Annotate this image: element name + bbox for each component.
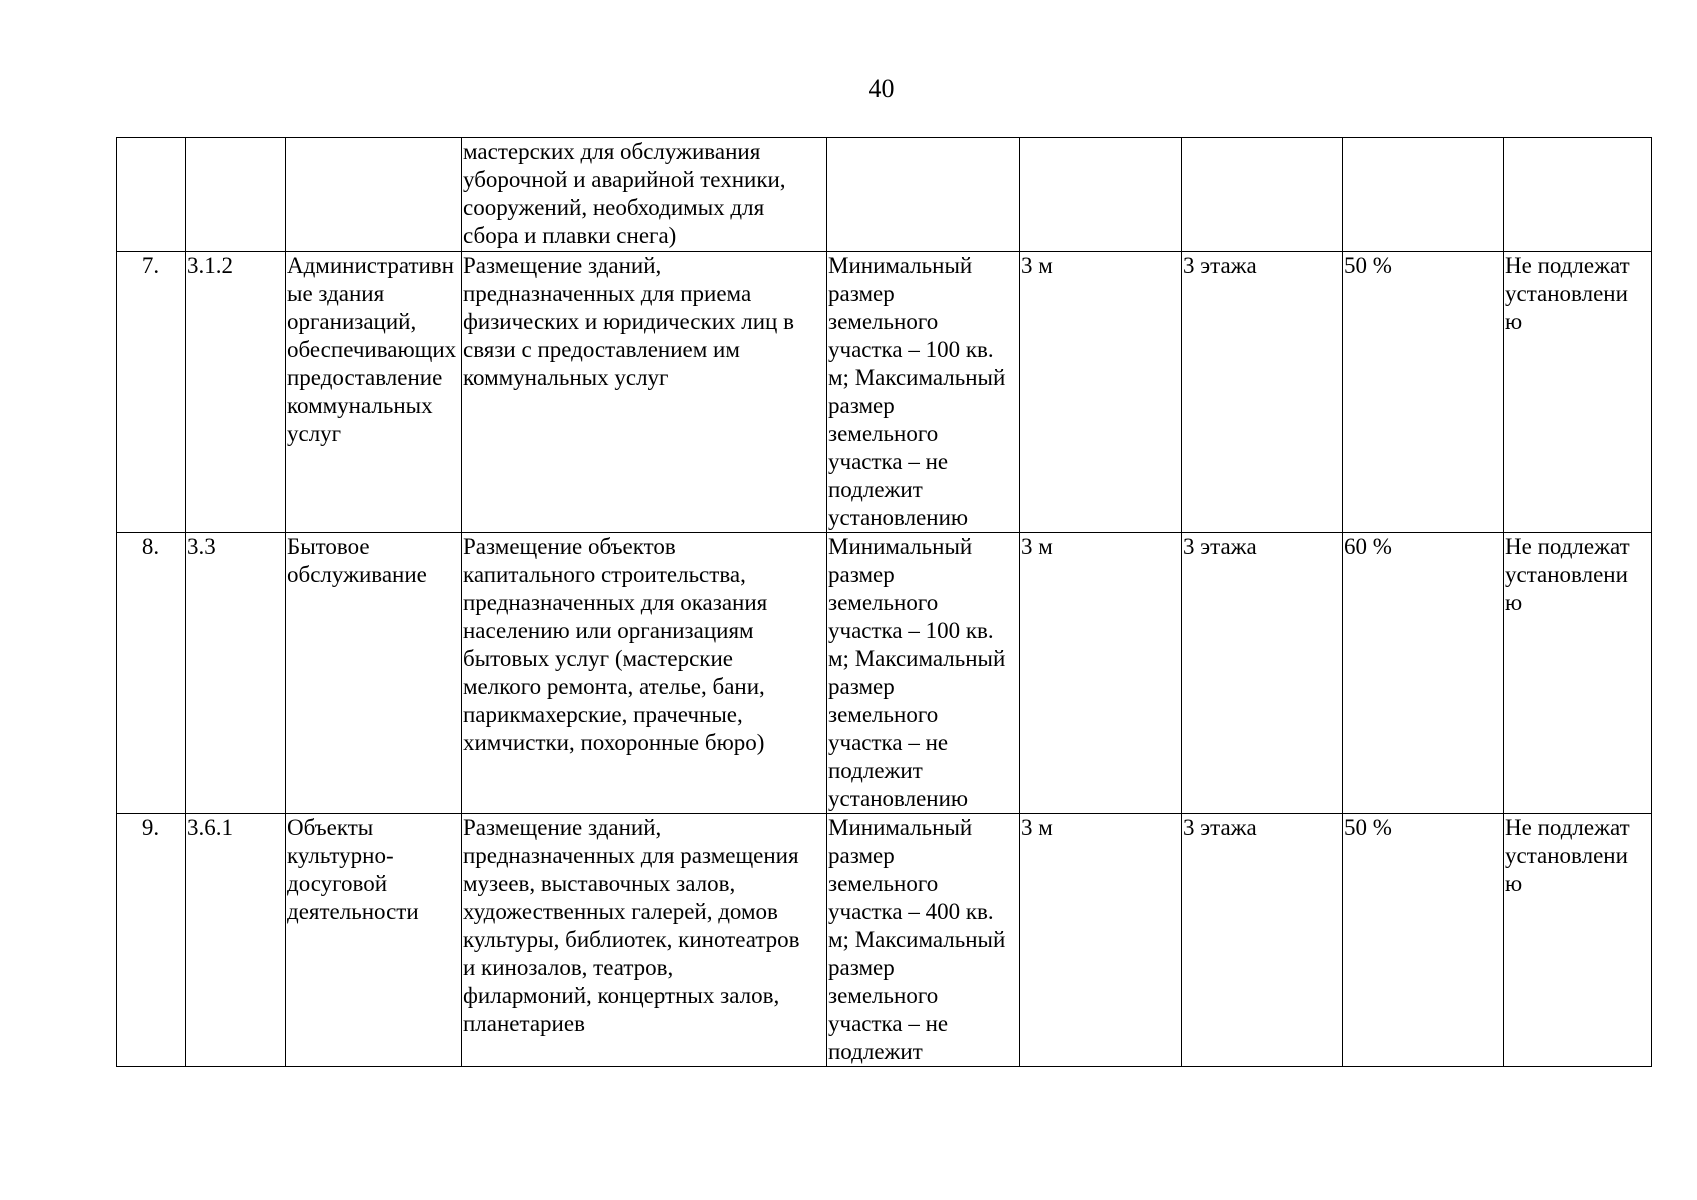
description-cell: мастерских для обслуживания уборочной и аварийной техники, сооружений, необходимых для сбора и плавки снега) [462,138,827,252]
row-number-cell: 7. [117,252,186,533]
land-use-code-cell: 3.1.2 [186,252,286,533]
setback-cell: 3 м [1020,533,1182,814]
plot-size-cell: Минимальный размер земельного участка – 400 кв. м; Максимальный размер земельного участка – не подлежит [827,814,1020,1067]
land-use-name-cell: Административн ые здания организаций, обеспечивающих предоставление коммунальных услуг [286,252,462,533]
plot-size-cell: Минимальный размер земельного участка – 100 кв. м; Максимальный размер земельного участка – не подлежит установлению [827,533,1020,814]
coverage-cell: 50 % [1343,814,1504,1067]
floors-cell: 3 этажа [1182,814,1343,1067]
coverage-cell: 50 % [1343,252,1504,533]
description-cell: Размещение зданий, предназначенных для приема физических и юридических лиц в связи с предоставлением им коммунальных услуг [462,252,827,533]
table-row [117,252,1652,533]
plot-size-cell [827,138,1020,252]
page-number: 40 [868,74,895,103]
plot-size-cell: Минимальный размер земельного участка – 100 кв. м; Максимальный размер земельного участка – не подлежит установлению [827,252,1020,533]
floors-cell: 3 этажа [1182,533,1343,814]
other-parameters-cell: Не подлежат установлени ю [1504,252,1652,533]
row-number-cell: 8. [117,533,186,814]
other-parameters-cell [1504,138,1652,252]
other-parameters-cell: Не подлежат установлени ю [1504,533,1652,814]
table-row [117,533,1652,814]
floors-cell: 3 этажа [1182,252,1343,533]
setback-cell: 3 м [1020,252,1182,533]
setback-cell: 3 м [1020,814,1182,1067]
table-row [117,814,1652,1067]
setback-cell [1020,138,1182,252]
row-number-cell: 9. [117,814,186,1067]
description-cell: Размещение объектов капитального строительства, предназначенных для оказания населению или организациям бытовых услуг (мастерские мелкого ремонта, ателье, бани, парикмахерские, прачечные, химчистки, похоронные бюро) [462,533,827,814]
land-use-name-cell: Объекты культурно- досуговой деятельности [286,814,462,1067]
row-number-cell [117,138,186,252]
description-cell: Размещение зданий, предназначенных для размещения музеев, выставочных залов, художественных галерей, домов культуры, библиотек, кинотеатров и кинозалов, театров, филармоний, концертных залов, планетариев [462,814,827,1067]
land-use-code-cell: 3.3 [186,533,286,814]
land-use-table [116,137,1652,1067]
land-use-code-cell: 3.6.1 [186,814,286,1067]
floors-cell [1182,138,1343,252]
table-row [117,138,1652,252]
coverage-cell: 60 % [1343,533,1504,814]
coverage-cell [1343,138,1504,252]
land-use-name-cell: Бытовое обслуживание [286,533,462,814]
other-parameters-cell: Не подлежат установлени ю [1504,814,1652,1067]
land-use-code-cell [186,138,286,252]
land-use-name-cell [286,138,462,252]
